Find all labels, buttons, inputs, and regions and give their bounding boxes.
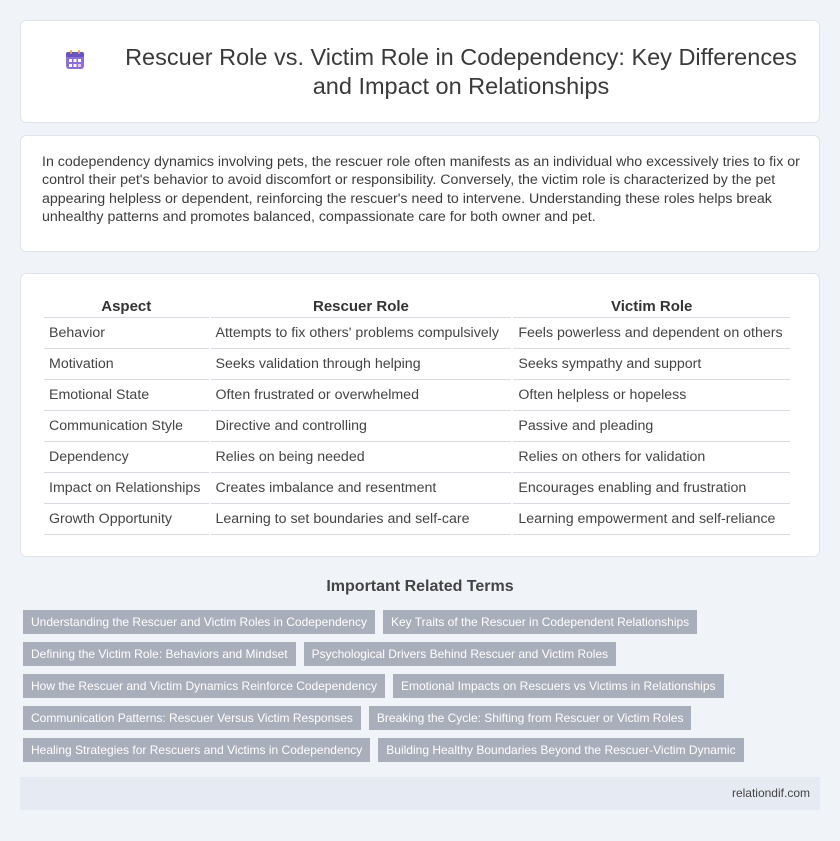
- related-term-link[interactable]: Psychological Drivers Behind Rescuer and Victim Roles: [304, 642, 617, 666]
- table-cell: Learning empowerment and self-reliance: [513, 504, 790, 535]
- table-row: [44, 442, 790, 473]
- table-cell: Creates imbalance and resentment: [211, 473, 512, 504]
- page-title: Rescuer Role vs. Victim Role in Codependency: Key Differences and Impact on Relationships: [125, 44, 797, 99]
- related-term-link[interactable]: Healing Strategies for Rescuers and Victims in Codependency: [23, 738, 370, 762]
- intro-card: [20, 135, 820, 252]
- column-header-rescuer: Rescuer Role: [211, 296, 512, 318]
- related-term-link[interactable]: Building Healthy Boundaries Beyond the Rescuer-Victim Dynamic: [378, 738, 743, 762]
- table-cell: Communication Style: [44, 411, 209, 442]
- related-term-link[interactable]: Key Traits of the Rescuer in Codependent Relationships: [383, 610, 697, 634]
- related-terms-heading: Important Related Terms: [326, 578, 514, 595]
- tag-row: [23, 610, 763, 634]
- table-cell: Passive and pleading: [513, 411, 790, 442]
- table-cell: Motivation: [44, 349, 209, 380]
- intro-paragraph: In codependency dynamics involving pets, the rescuer role often manifests as an individual who excessively tries to fix or control their pet's behavior to avoid discomfort or responsibility. Conversely, the victim role is characterized by the pet appearing helpless or dependent, reinforcing the rescuer's need to intervene. Understanding these roles helps break unhealthy patterns and promotes balanced, compassionate care for both owner and pet.: [42, 154, 800, 226]
- footer: [20, 777, 820, 810]
- table-cell: Learning to set boundaries and self-care: [211, 504, 512, 535]
- table-cell: Often frustrated or overwhelmed: [211, 380, 512, 411]
- comparison-table: [42, 296, 792, 535]
- table-cell: Dependency: [44, 442, 209, 473]
- table-row: [44, 473, 790, 504]
- table-row: [44, 318, 790, 349]
- table-cell: Encourages enabling and frustration: [513, 473, 790, 504]
- tag-row: [23, 706, 763, 730]
- related-term-link[interactable]: Breaking the Cycle: Shifting from Rescuer or Victim Roles: [369, 706, 692, 730]
- table-cell: Feels powerless and dependent on others: [513, 318, 790, 349]
- table-row: [44, 411, 790, 442]
- related-term-link[interactable]: Communication Patterns: Rescuer Versus Victim Responses: [23, 706, 361, 730]
- comparison-card: [20, 273, 820, 557]
- table-cell: Relies on being needed: [211, 442, 512, 473]
- table-cell: Behavior: [44, 318, 209, 349]
- table-cell: Impact on Relationships: [44, 473, 209, 504]
- tag-row: [23, 674, 763, 698]
- table-cell: Directive and controlling: [211, 411, 512, 442]
- column-header-aspect: Aspect: [44, 296, 209, 318]
- header-card: [20, 20, 820, 123]
- table-cell: Often helpless or hopeless: [513, 380, 790, 411]
- related-term-link[interactable]: Emotional Impacts on Rescuers vs Victims in Relationships: [393, 674, 724, 698]
- table-cell: Seeks sympathy and support: [513, 349, 790, 380]
- tag-row: [23, 642, 763, 666]
- table-row: [44, 380, 790, 411]
- table-cell: Relies on others for validation: [513, 442, 790, 473]
- table-row: [44, 504, 790, 535]
- column-header-victim: Victim Role: [513, 296, 790, 318]
- table-cell: Growth Opportunity: [44, 504, 209, 535]
- table-header-row: [44, 296, 790, 318]
- related-term-link[interactable]: How the Rescuer and Victim Dynamics Reinforce Codependency: [23, 674, 385, 698]
- tag-row: [23, 738, 763, 762]
- table-cell: Attempts to fix others' problems compulsively: [211, 318, 512, 349]
- related-term-link[interactable]: Defining the Victim Role: Behaviors and Mindset: [23, 642, 296, 666]
- table-cell: Seeks validation through helping: [211, 349, 512, 380]
- related-terms-list: [23, 610, 763, 770]
- table-cell: Emotional State: [44, 380, 209, 411]
- related-term-link[interactable]: Understanding the Rescuer and Victim Roles in Codependency: [23, 610, 375, 634]
- site-link[interactable]: relationdif.com: [731, 786, 810, 800]
- table-row: [44, 349, 790, 380]
- calendar-icon: [64, 49, 86, 71]
